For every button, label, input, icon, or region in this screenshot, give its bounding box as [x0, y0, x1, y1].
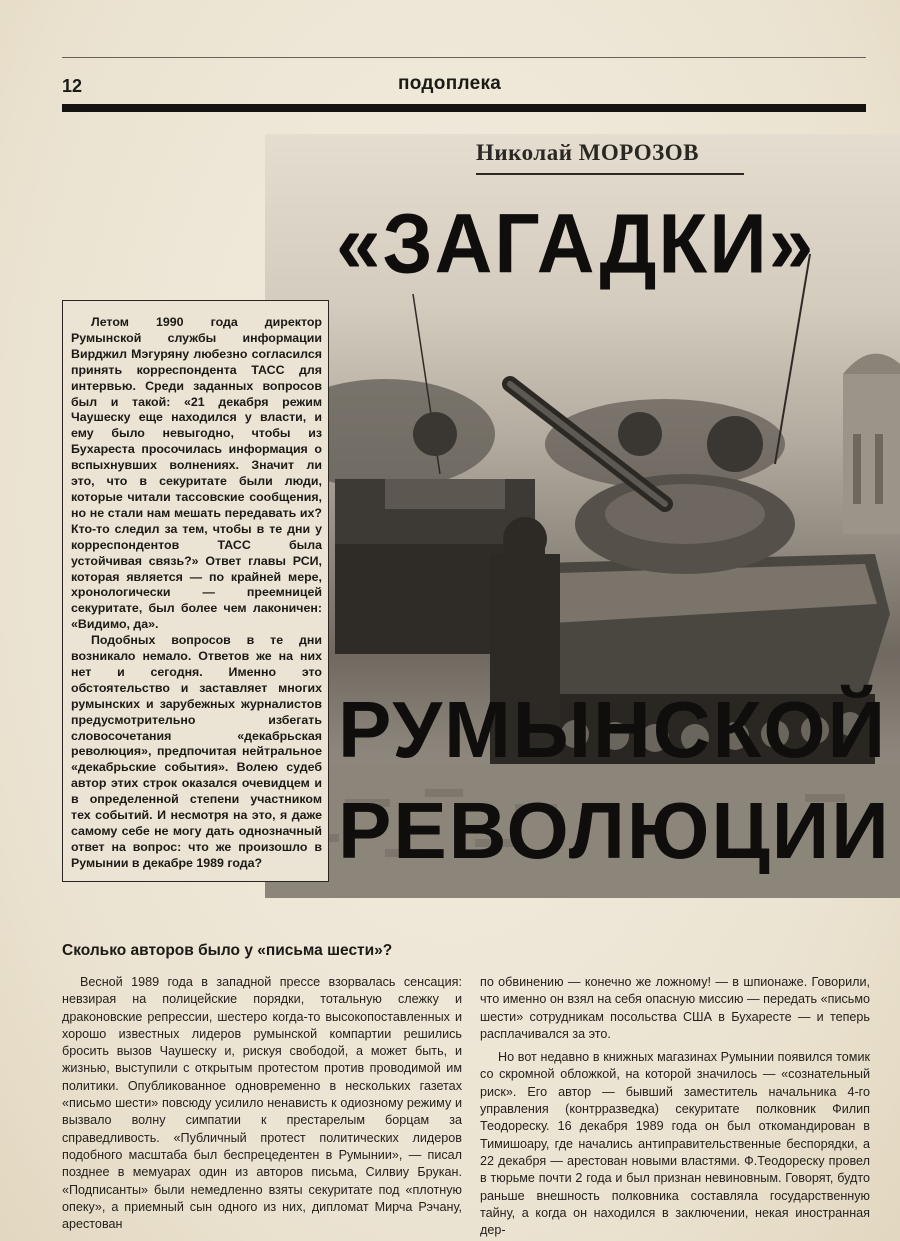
section-title: подоплека — [398, 73, 502, 94]
page-number: 12 — [62, 76, 83, 96]
left-column — [62, 974, 462, 1233]
header-rule — [62, 104, 866, 112]
headline-line-2: РУМЫНСКОЙ — [338, 685, 888, 774]
headline-line-3: РЕВОЛЮЦИИ — [338, 786, 891, 875]
body-paragraph: Весной 1989 года в западной прессе взорвалась сенсация: невзирая на полицейские порядки, тотальную слежку и драконовские репрессии, шестеро когда-то высокопоставленных и хорошо известных лидеров румынской компартии решились бросить вызов Чаушеску и, рискуя свободой, а может быть, и жизнью, выступили с открытым протестом против проводимой им политики. Опубликованное одновременно в нескольких газетах «письмо шести» повсюду усилило ненависть к одиозному режиму и вызвало волну симпатии к престарелым борцам за справедливость. «Публичный протест политических лидеров подобного масштаба был беспрецедентен в Румынии», — писал позднее в мемуарах один из авторов письма, Силвиу Брукан. «Подписанты» были немедленно взяты секуритате под «плотную опеку», а приемный сын одного из них, дипломат Мирча Рэчану, арестован — [62, 975, 462, 1232]
subheading: Сколько авторов было у «письма шести»? — [62, 942, 393, 959]
body-paragraph: по обвинению — конечно же ложному! — в шпионаже. Говорили, что именно он взял на себя опасную миссию — передать «письмо шести» сотрудникам посольства США в Бухаресте — и теперь расплачивался за это. — [480, 975, 870, 1041]
top-rule — [62, 57, 866, 58]
right-column — [480, 974, 870, 1239]
headline-line-1: «ЗАГАДКИ» — [336, 196, 816, 291]
lead-box — [62, 300, 329, 882]
body-paragraph: Но вот недавно в книжных магазинах Румынии появился томик со скромной обложкой, на которой значилось — «сознательный риск». Его автор — бывший заместитель начальника 4-го управления (контрразведка) секуритате полковник Филип Теодореску. 16 декабря 1989 года он был откомандирован в Тимишоару, где начались антиправительственные беспорядки, а 22 декабря — арестован новыми властями. Ф.Теодореску провел в тюрьме почти 2 года и был признан невиновным. Говорят, будто раньше внешность полковника составляла государственную тайну, а когда он находился в заключении, некая иностранная дер- — [480, 1050, 870, 1238]
author-rule — [476, 173, 744, 175]
lead-paragraph: Подобных вопросов в те дни возникало немало. Ответов же на них нет и сегодня. Именно это обстоятельство и заставляет многих румынских и зарубежных журналистов предусмотрительно избегать словосочетания «декабрьская революция», предпочитая нейтральное «декабрьские события». Волею судеб автор этих строк оказался очевидцем и в определенной степени участником тех событий. И несмотря на это, я даже самому себе не могу дать однозначный ответ на вопрос: что же произошло в Румынии в декабре 1989 года? — [71, 633, 322, 870]
lead-paragraph: Летом 1990 года директор Румынской службы информации Вирджил Мэгуряну любезно согласился принять корреспондента ТАСС для интервью. Среди заданных вопросов был и такой: «21 декабря режим Чаушеску еще находился у власти, и ему было невыгодно, чтобы из Бухареста просочилась информация о вспыхнувших волнениях. Значит ли это, что в секуритате были люди, которые читали тассовские сообщения, но не стали нам мешать передавать их? Кто-то следил за тем, чтобы в те дни у корреспондентов ТАСС была устойчивая связь?» Ответ главы РСИ, которая является — по крайней мере, хронологически — преемницей секуритате, был более чем лаконичен: «Видимо, да». — [71, 315, 322, 632]
author-name: Николай МОРОЗОВ — [476, 140, 699, 165]
